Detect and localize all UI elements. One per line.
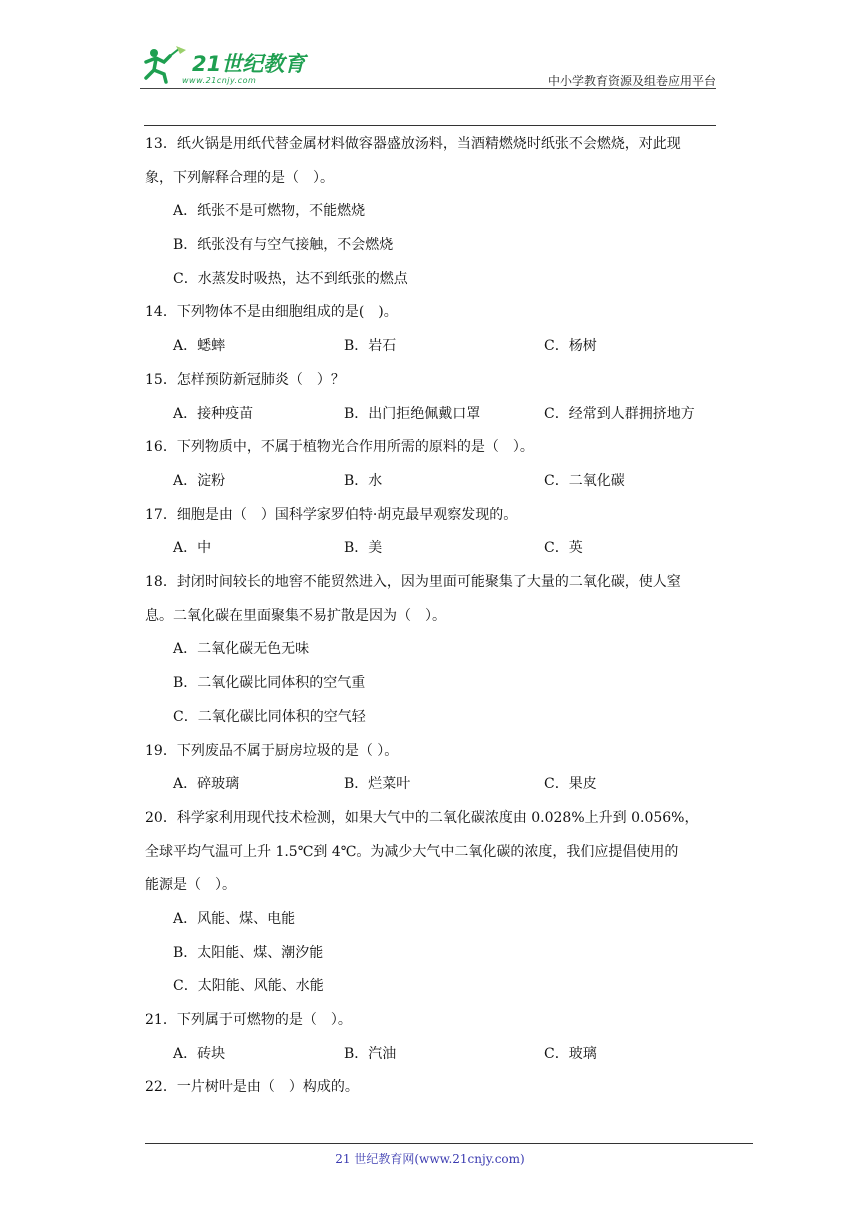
question-stem: 13．纸火锅是用纸代替金属材料做容器盛放汤料，当酒精燃烧时纸张不会燃烧，对此现: [145, 136, 681, 152]
question-15: [145, 364, 720, 431]
option-row: [145, 1038, 720, 1072]
question-16: [145, 431, 720, 498]
question-20: [145, 802, 720, 1004]
question-14: [145, 296, 720, 363]
option-c: C．玻璃: [544, 1045, 597, 1062]
option-c: C．二氧化碳: [544, 472, 625, 489]
option-b: B．二氧化碳比同体积的空气重: [173, 675, 366, 692]
option-a: A．纸张不是可燃物，不能燃烧: [173, 203, 366, 220]
question-stem: 19．下列废品不属于厨房垃圾的是（ ）。: [145, 742, 399, 759]
option-a: A．淀粉: [173, 472, 226, 489]
option-a: A．二氧化碳无色无味: [173, 641, 310, 658]
question-stem: 20．科学家利用现代技术检测，如果大气中的二氧化碳浓度由 0.028%上升到 0.056%，: [145, 809, 699, 826]
option-a: A．砖块: [173, 1045, 226, 1062]
question-stem: 18．封闭时间较长的地窖不能贸然进入，因为里面可能聚集了大量的二氧化碳，使人窒: [145, 574, 681, 591]
question-13: [145, 128, 720, 296]
option-c: C．二氧化碳比同体积的空气轻: [173, 708, 366, 725]
question-stem: 息。二氧化碳在里面聚集不易扩散是因为（ ）。: [145, 607, 446, 624]
option-row: [145, 398, 720, 432]
option-b: B．水: [344, 472, 383, 489]
option-b: B．纸张没有与空气接触，不会燃烧: [173, 237, 394, 254]
option-a: A．风能、煤、电能: [173, 911, 296, 927]
option-c: C．果皮: [544, 776, 597, 793]
footer-link[interactable]: 21 世纪教育网(www.21cnjy.com): [335, 1152, 525, 1166]
content-top-divider: [144, 125, 716, 126]
question-list: [145, 128, 720, 1105]
question-17: [145, 499, 720, 566]
option-row: [145, 768, 720, 802]
question-22: [145, 1071, 720, 1105]
page-header: [140, 40, 716, 92]
option-c: C．英: [544, 540, 583, 557]
option-b: B．美: [344, 540, 383, 557]
option-c: C．经常到人群拥挤地方: [544, 405, 695, 422]
option-b: B．出门拒绝佩戴口罩: [344, 405, 481, 422]
site-logo[interactable]: [140, 40, 340, 92]
question-21: [145, 1004, 720, 1071]
question-stem: 22．一片树叶是由（ ）构成的。: [145, 1079, 359, 1096]
question-stem: 15．怎样预防新冠肺炎（ ）？: [145, 371, 345, 388]
option-a: A．接种疫苗: [173, 405, 254, 422]
option-c: C．杨树: [544, 338, 597, 355]
question-stem: 21．下列属于可燃物的是（ ）。: [145, 1012, 352, 1029]
option-c: C．太阳能、风能、水能: [173, 978, 324, 995]
question-stem: 全球平均气温可上升 1.5℃到 4℃。为减少大气中二氧化碳的浓度，我们应提倡使用的: [145, 843, 679, 860]
logo-text: 21世纪教育: [192, 52, 306, 76]
question-18: [145, 566, 720, 734]
option-b: B．烂菜叶: [344, 776, 411, 793]
option-a: A．碎玻璃: [173, 776, 240, 793]
footer-divider: [145, 1143, 753, 1144]
question-stem: 14．下列物体不是由细胞组成的是( )。: [145, 304, 398, 321]
question-stem: 能源是（ ）。: [145, 877, 236, 894]
question-19: [145, 735, 720, 802]
option-row: [145, 465, 720, 499]
option-row: [145, 532, 720, 566]
option-b: B．岩石: [344, 338, 397, 355]
question-stem: 17．细胞是由（ ）国科学家罗伯特·胡克最早观察发现的。: [145, 506, 518, 523]
option-b: B．汽油: [344, 1045, 397, 1062]
option-a: A．蟋蟀: [173, 338, 226, 355]
option-a: A．中: [173, 540, 212, 557]
logo-url: www.21cnjy.com: [182, 76, 257, 85]
option-c: C．水蒸发时吸热，达不到纸张的燃点: [173, 270, 408, 287]
option-b: B．太阳能、煤、潮汐能: [173, 944, 324, 961]
option-row: [145, 330, 720, 364]
platform-tagline: 中小学教育资源及组卷应用平台: [547, 74, 716, 88]
question-stem: 16．下列物质中，不属于植物光合作用所需的原料的是（ ）。: [145, 439, 534, 456]
header-divider: [140, 88, 716, 89]
question-stem: 象，下列解释合理的是（ ）。: [145, 169, 334, 186]
